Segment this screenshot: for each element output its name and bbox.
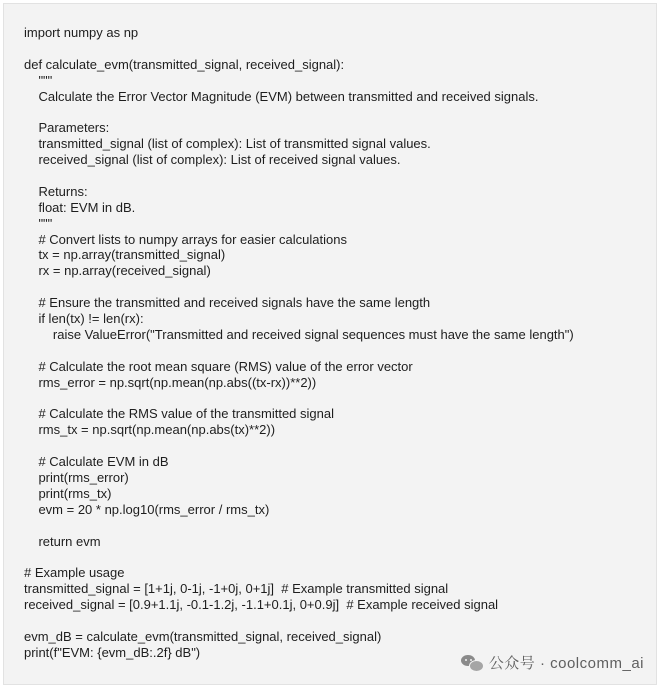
- code-line: """: [24, 72, 53, 88]
- code-text: [24, 25, 574, 661]
- code-line: Parameters:: [24, 120, 110, 136]
- code-line: # Example usage: [24, 565, 125, 581]
- code-line: raise ValueError("Transmitted and received signal sequences must have the same length"): [24, 326, 574, 342]
- code-line: """: [24, 215, 53, 231]
- code-line: import numpy as np: [24, 25, 139, 40]
- code-line: # Ensure the transmitted and received signals have the same length: [24, 295, 431, 311]
- code-line: # Calculate EVM in dB: [24, 454, 169, 470]
- code-line: rx = np.array(received_signal): [24, 263, 211, 279]
- code-line: [24, 104, 574, 120]
- wechat-icon: [461, 654, 483, 672]
- code-line: print(rms_tx): [24, 485, 112, 501]
- code-line: Calculate the Error Vector Magnitude (EVM) between transmitted and received signals.: [24, 88, 539, 104]
- code-line: [24, 168, 574, 184]
- code-line: return evm: [24, 533, 101, 549]
- code-line: float: EVM in dB.: [24, 199, 136, 215]
- code-line: [24, 343, 574, 359]
- code-line: received_signal (list of complex): List of received signal values.: [24, 152, 401, 168]
- code-line: received_signal = [0.9+1.1j, -0.1-1.2j, -1.1+0.1j, 0+0.9j] # Example received signal: [24, 597, 499, 613]
- code-line: [24, 438, 574, 454]
- code-line: [24, 613, 574, 629]
- code-line: rms_tx = np.sqrt(np.mean(np.abs(tx)**2)): [24, 422, 276, 438]
- code-line: rms_error = np.sqrt(np.mean(np.abs((tx-rx))**2)): [24, 374, 317, 390]
- watermark: [461, 652, 644, 673]
- code-line: evm = 20 * np.log10(rms_error / rms_tx): [24, 501, 270, 517]
- code-line: [24, 549, 574, 565]
- code-line: [24, 279, 574, 295]
- code-line: [24, 390, 574, 406]
- code-line: # Convert lists to numpy arrays for easier calculations: [24, 231, 347, 247]
- code-line: print(f"EVM: {evm_dB:.2f} dB"): [24, 644, 201, 660]
- code-line: evm_dB = calculate_evm(transmitted_signal, received_signal): [24, 628, 382, 644]
- code-line: transmitted_signal = [1+1j, 0-1j, -1+0j, 0+1j] # Example transmitted signal: [24, 581, 449, 597]
- code-line: transmitted_signal (list of complex): List of transmitted signal values.: [24, 136, 431, 152]
- code-line: Returns:: [24, 183, 88, 199]
- code-line: [24, 518, 574, 534]
- code-line: print(rms_error): [24, 469, 129, 485]
- code-line: [24, 41, 574, 57]
- code-line: tx = np.array(transmitted_signal): [24, 247, 226, 263]
- code-line: def calculate_evm(transmitted_signal, received_signal):: [24, 56, 345, 72]
- watermark-text: 公众号 · coolcomm_ai: [488, 655, 644, 672]
- code-block[interactable]: [3, 3, 657, 685]
- code-line: # Calculate the RMS value of the transmitted signal: [24, 406, 334, 422]
- code-line: # Calculate the root mean square (RMS) value of the error vector: [24, 358, 413, 374]
- code-line: if len(tx) != len(rx):: [24, 311, 144, 327]
